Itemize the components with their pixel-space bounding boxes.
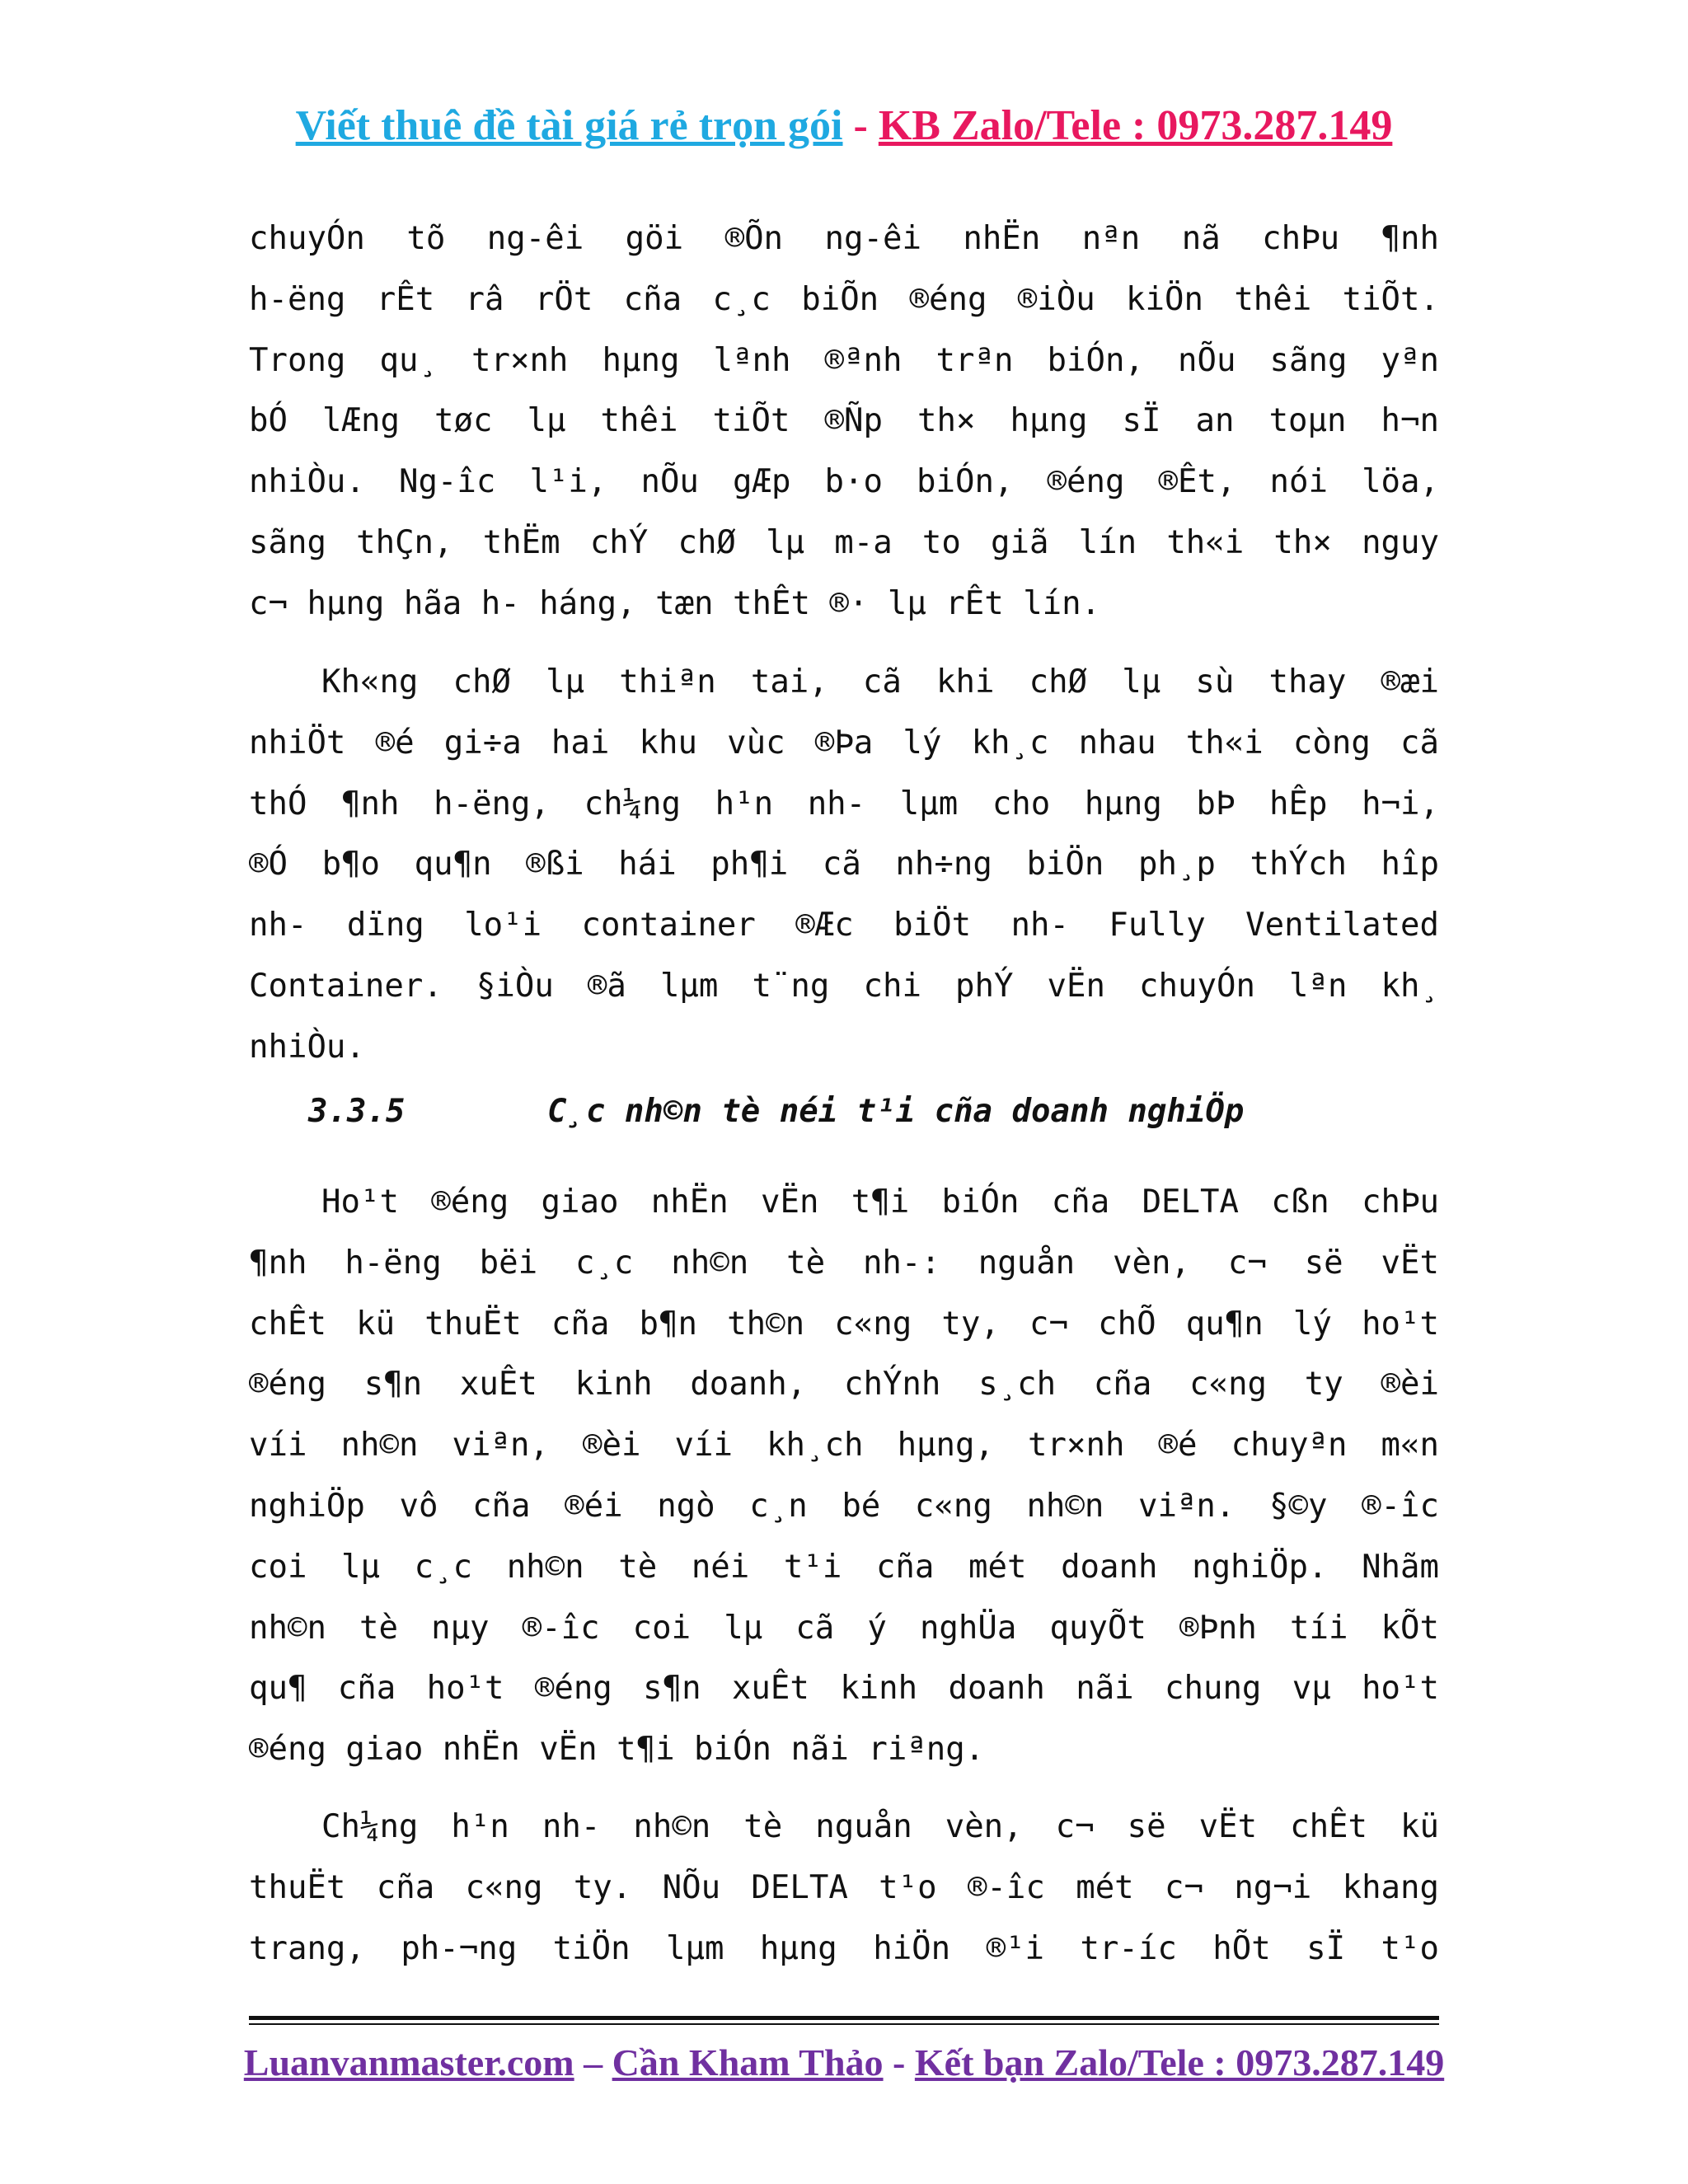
paragraph-2: [249, 652, 1439, 1078]
text-line: bÓ lÆng tøc lµ thêi tiÕt ®Ñp th× hµng sÏ an toµn h¬n: [249, 402, 1439, 440]
text-line: Trong qu¸ tr×nh hµng lªnh ®ªnh trªn biÓn, nÕu sãng yªn: [249, 341, 1439, 379]
text-line: Container. §iÒu ®ã lµm t¨ng chi phÝ vËn chuyÓn lªn kh¸: [249, 967, 1439, 1005]
section-number: 3.3.5: [308, 1093, 406, 1130]
text-line: qu¶ cña ho¹t ®éng s¶n xuÊt kinh doanh nãi chung vµ ho¹t: [249, 1670, 1439, 1708]
paragraph-3: [249, 1172, 1439, 1780]
paragraph-1: [249, 209, 1439, 635]
text-line: víi nh©n viªn, ®èi víi kh¸ch hµng, tr×nh ®é chuyªn m«n: [249, 1427, 1439, 1465]
footer-divider-thick: [249, 2016, 1439, 2020]
page-footer: [0, 2038, 1688, 2088]
text-line: sãng thÇn, thËm chÝ chØ lµ m-a to giã lín th«i th× nguy: [249, 523, 1439, 561]
text-line: h-ëng rÊt râ rÖt cña c¸c biÕn ®éng ®iÒu kiÖn thêi tiÕt.: [249, 280, 1439, 318]
text-line: c¬ hµng hãa h- háng, tæn thÊt ®· lµ rÊt lín.: [249, 584, 1101, 622]
page-header: [0, 97, 1688, 155]
text-line: Ho¹t ®éng giao nhËn vËn t¶i biÓn cña DELTA cßn chÞu: [321, 1183, 1439, 1221]
text-line: ®éng s¶n xuÊt kinh doanh, chÝnh s¸ch cña c«ng ty ®èi: [249, 1366, 1439, 1404]
header-service-link[interactable]: Viết thuê đề tài giá rẻ trọn gói: [295, 102, 843, 149]
header-separator: -: [842, 102, 879, 149]
text-line: coi lµ c¸c nh©n tè néi t¹i cña mét doanh nghiÖp. Nhãm: [249, 1548, 1439, 1586]
paragraph-4: [249, 1797, 1439, 1979]
text-line: thÓ ¶nh h-ëng, ch¼ng h¹n nh- lµm cho hµng bÞ hÊp h¬i,: [249, 785, 1439, 823]
text-line: ®éng giao nhËn vËn t¶i biÓn nãi riªng.: [249, 1731, 985, 1769]
footer-author-link[interactable]: Cần Kham Thảo: [612, 2041, 884, 2083]
header-contact-link[interactable]: KB Zalo/Tele : 0973.287.149: [878, 102, 1393, 149]
footer-separator: -: [883, 2041, 915, 2083]
footer-dash: –: [574, 2041, 612, 2083]
text-line: ¶nh h-ëng bëi c¸c nh©n tè nh-: nguån vèn, c¬ së vËt: [249, 1244, 1439, 1282]
text-line: Ch¼ng h¹n nh- nh©n tè nguån vèn, c¬ së vËt chÊt kü: [321, 1808, 1439, 1845]
text-line: ®Ó b¶o qu¶n ®ßi hái ph¶i cã nh÷ng biÖn ph¸p thÝch hîp: [249, 846, 1439, 883]
text-line: chÊt kü thuËt cña b¶n th©n c«ng ty, c¬ chÕ qu¶n lý ho¹t: [249, 1305, 1439, 1343]
section-title: C¸c nh©n tè néi t¹i cña doanh nghiÖp: [547, 1093, 1245, 1130]
text-line: nhiÒu.: [249, 1028, 365, 1066]
text-line: thuËt cña c«ng ty. NÕu DELTA t¹o ®-îc mét c¬ ng¬i khang: [249, 1868, 1439, 1906]
footer-divider-thin: [249, 2023, 1439, 2025]
footer-site-link[interactable]: Luanvanmaster.com: [243, 2041, 574, 2083]
text-line: trang, ph-¬ng tiÖn lµm hµng hiÖn ®¹i tr-íc hÕt sÏ t¹o: [249, 1929, 1439, 1967]
text-line: nghiÖp vô cña ®éi ngò c¸n bé c«ng nh©n viªn. §©y ®-îc: [249, 1487, 1439, 1525]
text-line: nh©n tè nµy ®-îc coi lµ cã ý nghÜa quyÕt ®Þnh tíi kÕt: [249, 1609, 1439, 1647]
text-line: Kh«ng chØ lµ thiªn tai, cã khi chØ lµ sù thay ®æi: [321, 663, 1439, 701]
text-line: nhiÖt ®é gi÷a hai khu vùc ®Þa lý kh¸c nhau th«i còng cã: [249, 724, 1439, 762]
text-line: chuyÓn tõ ng-êi göi ®Õn ng-êi nhËn nªn nã chÞu ¶nh: [249, 220, 1439, 257]
text-line: nh- dïng lo¹i container ®Æc biÖt nh- Fully Ventilated: [249, 907, 1439, 944]
section-heading: [308, 1093, 1244, 1130]
text-line: nhiÒu. Ng-îc l¹i, nÕu gÆp b·o biÓn, ®éng ®Êt, nói löa,: [249, 463, 1439, 501]
footer-contact-link[interactable]: Kết bạn Zalo/Tele : 0973.287.149: [914, 2041, 1445, 2083]
